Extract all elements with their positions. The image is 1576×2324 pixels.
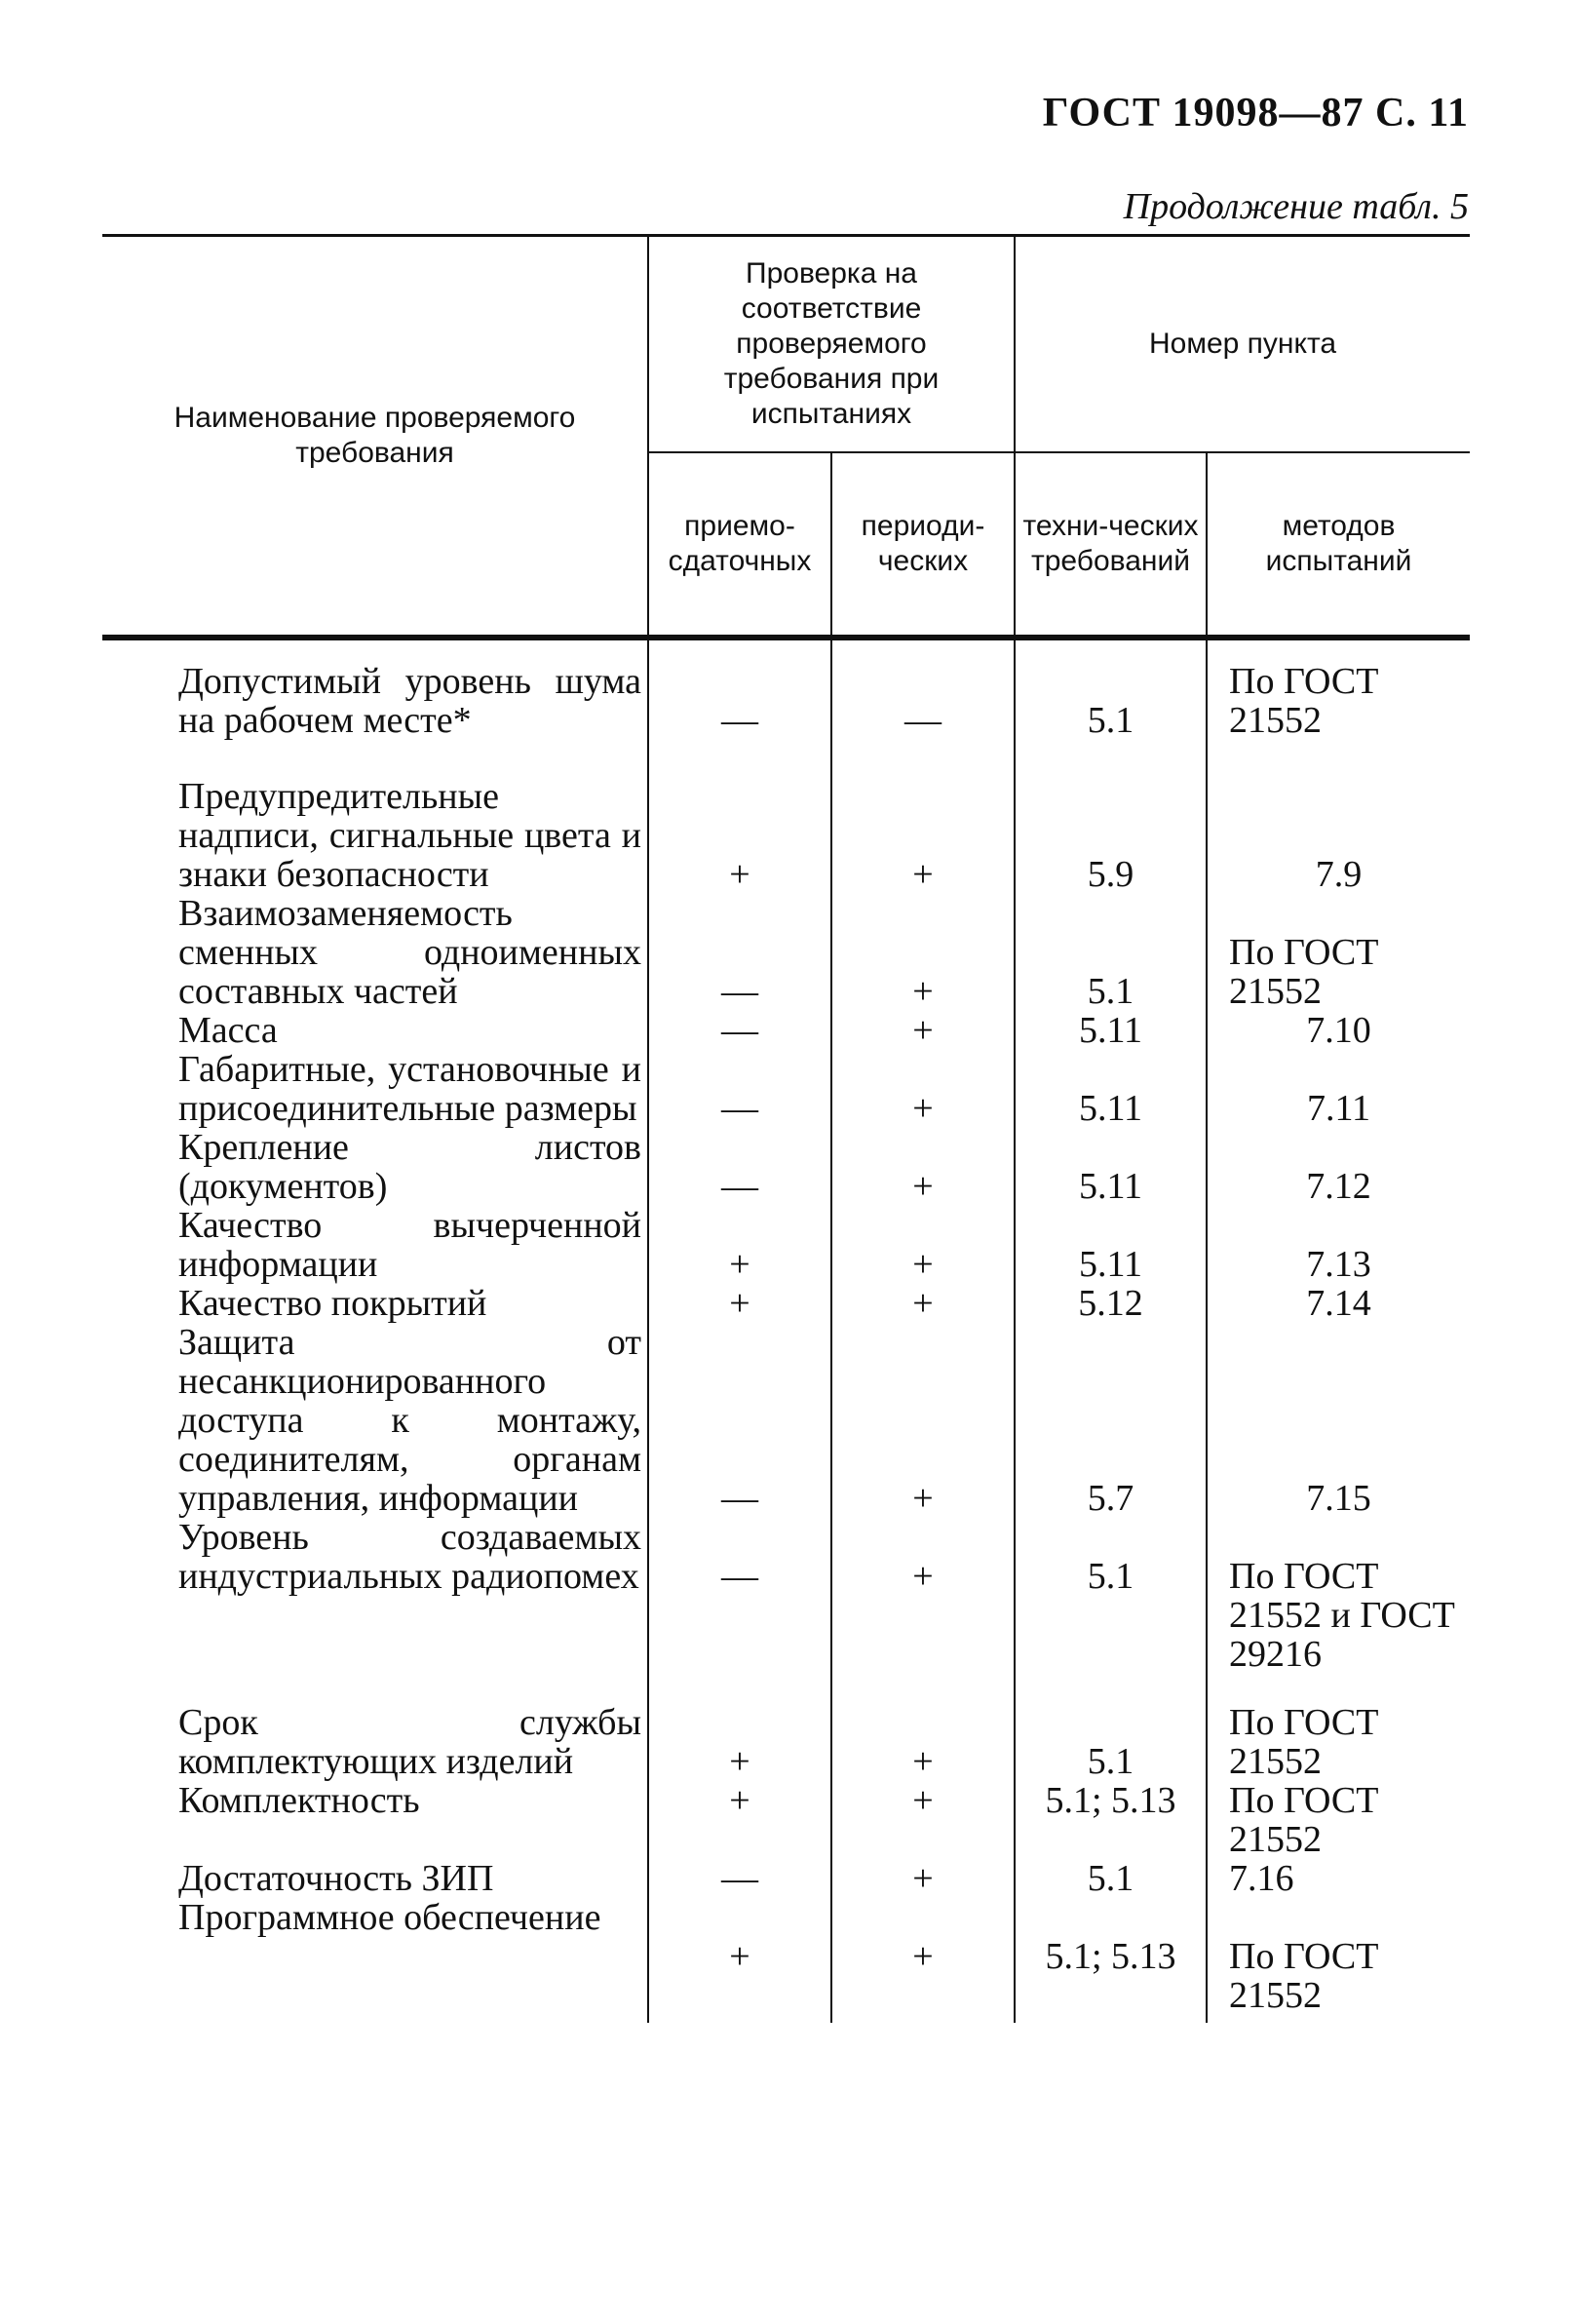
requirement-name: Качество вычерченной информации bbox=[178, 1204, 641, 1285]
periodic-mark: + bbox=[831, 1323, 1015, 1518]
periodic-mark: — bbox=[831, 638, 1015, 740]
test-method: По ГОСТ 21552 bbox=[1207, 1898, 1470, 2023]
table-row bbox=[102, 1011, 1470, 1050]
table-row bbox=[102, 1703, 1470, 1781]
tech-clause: 5.11 bbox=[1015, 1011, 1207, 1050]
header-periodic: периоди-ческих bbox=[831, 452, 1015, 638]
requirement-name: Срок службы комплектующих изделий bbox=[178, 1701, 641, 1782]
test-method: 7.11 bbox=[1207, 1050, 1470, 1128]
periodic-mark: + bbox=[831, 740, 1015, 894]
table-row bbox=[102, 638, 1470, 740]
requirement-name: Масса bbox=[178, 1009, 278, 1051]
acceptance-mark: — bbox=[648, 1011, 831, 1050]
requirement-name: Уровень создаваемых индустриальных радиопомех bbox=[178, 1516, 641, 1597]
test-method: По ГОСТ 21552 и ГОСТ 29216 bbox=[1207, 1518, 1470, 1703]
test-method: 7.13 bbox=[1207, 1206, 1470, 1284]
requirement-name: Защита от несанкционированного доступа к монтажу, соединителям, органам управления, информации bbox=[178, 1321, 641, 1519]
table-row bbox=[102, 894, 1470, 1011]
requirement-name: Достаточность ЗИП bbox=[178, 1857, 494, 1899]
requirement-name: Комплектность bbox=[178, 1779, 420, 1821]
acceptance-mark: + bbox=[648, 1703, 831, 1781]
table-row bbox=[102, 1128, 1470, 1206]
test-method: 7.15 bbox=[1207, 1323, 1470, 1518]
tech-clause: 5.1; 5.13 bbox=[1015, 1898, 1207, 2023]
table-row bbox=[102, 1323, 1470, 1518]
tech-clause: 5.1 bbox=[1015, 1703, 1207, 1781]
acceptance-mark: — bbox=[648, 1050, 831, 1128]
acceptance-mark: — bbox=[648, 894, 831, 1011]
periodic-mark: + bbox=[831, 1518, 1015, 1703]
table-continuation-note: Продолжение табл. 5 bbox=[1123, 186, 1469, 227]
tech-clause: 5.11 bbox=[1015, 1206, 1207, 1284]
tech-clause: 5.1 bbox=[1015, 1518, 1207, 1703]
tech-clause: 5.11 bbox=[1015, 1128, 1207, 1206]
tech-clause: 5.1; 5.13 bbox=[1015, 1781, 1207, 1859]
table-row bbox=[102, 1518, 1470, 1703]
periodic-mark: + bbox=[831, 894, 1015, 1011]
test-method: 7.14 bbox=[1207, 1284, 1470, 1323]
periodic-mark: + bbox=[831, 1128, 1015, 1206]
acceptance-mark: + bbox=[648, 1898, 831, 2023]
header-requirement-name: Наименование проверяемого требования bbox=[102, 236, 648, 638]
table-row bbox=[102, 1859, 1470, 1898]
acceptance-mark: + bbox=[648, 1206, 831, 1284]
requirement-name: Качество покрытий bbox=[178, 1282, 487, 1324]
tech-clause: 5.1 bbox=[1015, 638, 1207, 740]
periodic-mark: + bbox=[831, 1284, 1015, 1323]
periodic-mark: + bbox=[831, 1898, 1015, 2023]
table-row bbox=[102, 1050, 1470, 1128]
periodic-mark: + bbox=[831, 1206, 1015, 1284]
test-method: 7.9 bbox=[1207, 740, 1470, 894]
table-row bbox=[102, 1781, 1470, 1859]
requirement-name: Программное обеспечение bbox=[178, 1896, 601, 1938]
tech-clause: 5.1 bbox=[1015, 894, 1207, 1011]
acceptance-mark: — bbox=[648, 1323, 831, 1518]
tech-clause: 5.7 bbox=[1015, 1323, 1207, 1518]
requirement-name: Крепление листов (документов) bbox=[178, 1126, 641, 1207]
acceptance-mark: + bbox=[648, 1781, 831, 1859]
requirements-table bbox=[102, 234, 1470, 2023]
periodic-mark: + bbox=[831, 1011, 1015, 1050]
table-row bbox=[102, 740, 1470, 894]
acceptance-mark: — bbox=[648, 638, 831, 740]
test-method: 7.16 bbox=[1207, 1859, 1470, 1898]
periodic-mark: + bbox=[831, 1781, 1015, 1859]
requirement-name: Взаимозаменяемость сменных одноименных составных частей bbox=[178, 892, 641, 1012]
acceptance-mark: — bbox=[648, 1518, 831, 1703]
test-method: 7.12 bbox=[1207, 1128, 1470, 1206]
header-check-group: Проверка на соответствие проверяемого требования при испытаниях bbox=[648, 236, 1015, 452]
periodic-mark: + bbox=[831, 1050, 1015, 1128]
test-method: 7.10 bbox=[1207, 1011, 1470, 1050]
test-method: По ГОСТ 21552 bbox=[1207, 1781, 1470, 1859]
periodic-mark: + bbox=[831, 1859, 1015, 1898]
header-tech-requirements: техни-ческих требований bbox=[1015, 452, 1207, 638]
acceptance-mark: + bbox=[648, 740, 831, 894]
test-method: По ГОСТ 21552 bbox=[1207, 1703, 1470, 1781]
requirement-name: Габаритные, установочные и присоединительные размеры bbox=[178, 1048, 641, 1129]
test-method: По ГОСТ 21552 bbox=[1207, 894, 1470, 1011]
acceptance-mark: — bbox=[648, 1859, 831, 1898]
table-row bbox=[102, 1898, 1470, 2023]
requirement-name: Предупредительные надписи, сигнальные цвета и знаки безопасности bbox=[178, 775, 641, 895]
tech-clause: 5.12 bbox=[1015, 1284, 1207, 1323]
test-method: По ГОСТ 21552 bbox=[1207, 638, 1470, 740]
requirement-name: Допустимый уровень шума на рабочем месте* bbox=[178, 660, 641, 741]
table-row bbox=[102, 1284, 1470, 1323]
acceptance-mark: — bbox=[648, 1128, 831, 1206]
acceptance-mark: + bbox=[648, 1284, 831, 1323]
tech-clause: 5.1 bbox=[1015, 1859, 1207, 1898]
tech-clause: 5.11 bbox=[1015, 1050, 1207, 1128]
table-row bbox=[102, 1206, 1470, 1284]
tech-clause: 5.9 bbox=[1015, 740, 1207, 894]
header-test-methods: методов испытаний bbox=[1207, 452, 1470, 638]
page-header: ГОСТ 19098—87 С. 11 bbox=[1042, 91, 1469, 136]
header-acceptance: приемо-сдаточных bbox=[648, 452, 831, 638]
periodic-mark: + bbox=[831, 1703, 1015, 1781]
header-clause-group: Номер пункта bbox=[1015, 236, 1470, 452]
